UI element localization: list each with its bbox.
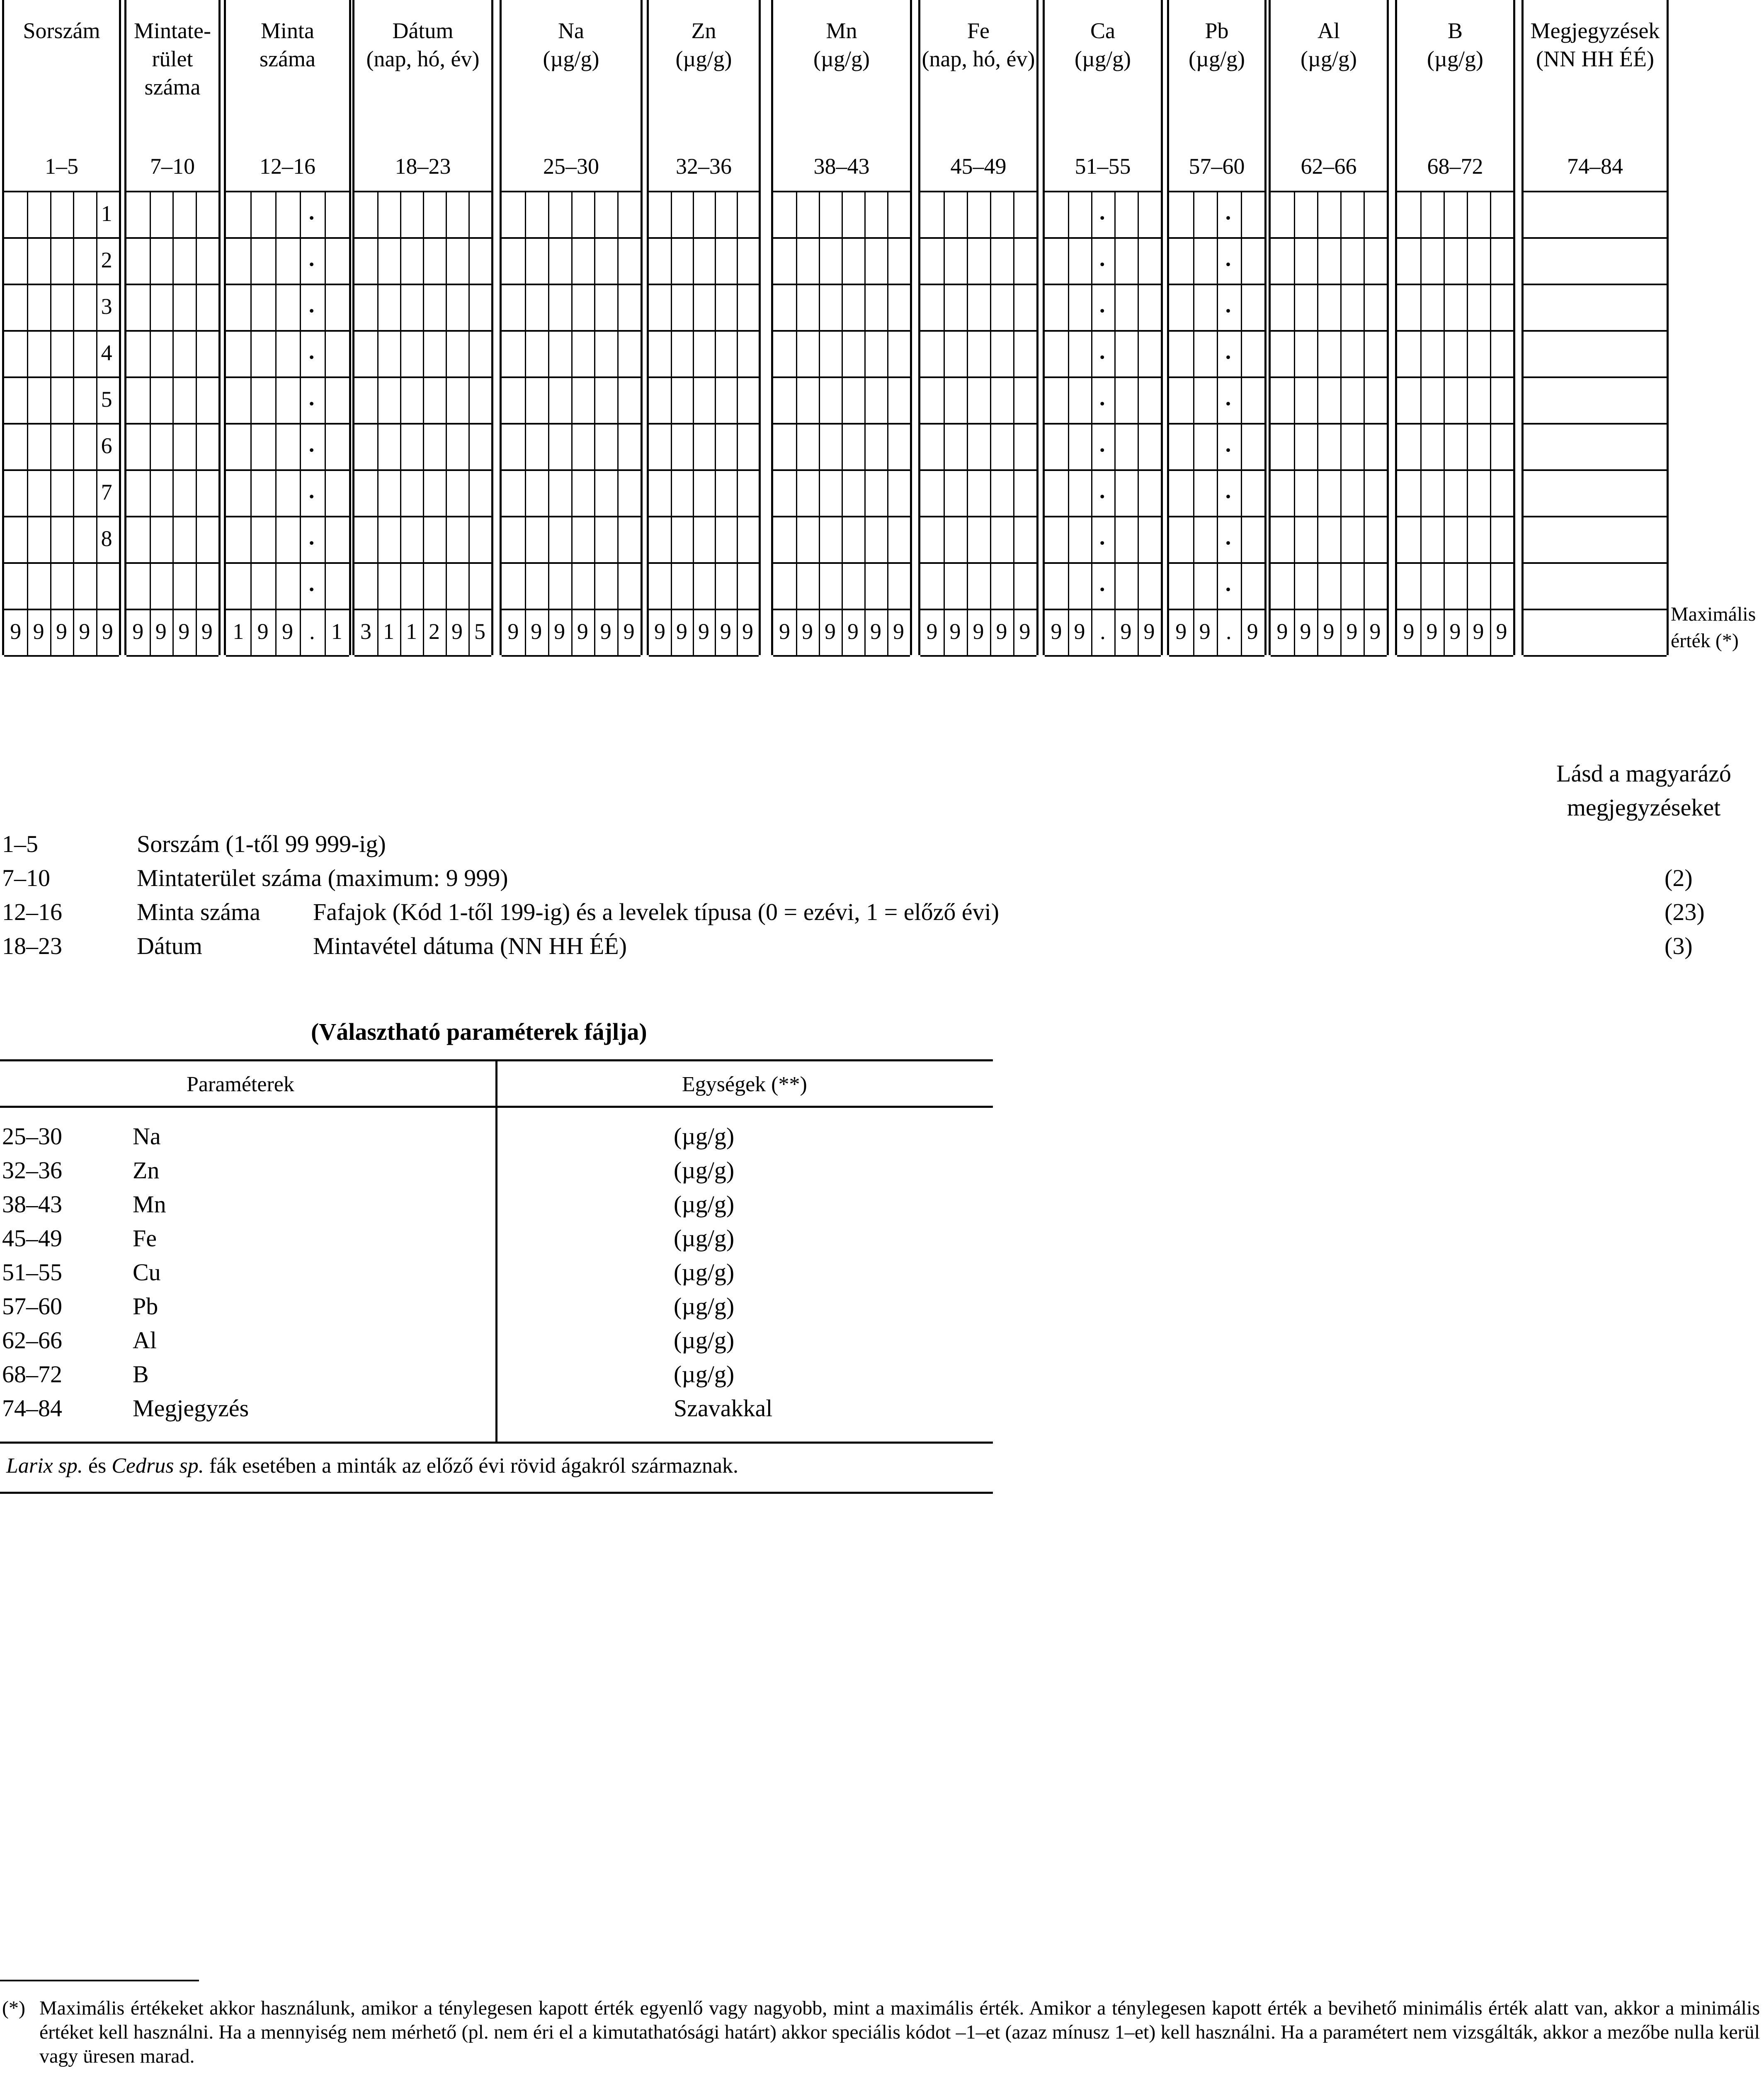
- param-unit: (µg/g): [674, 1327, 735, 1354]
- max-value-digit: 9: [1247, 619, 1258, 644]
- field-column: [1395, 0, 1515, 655]
- legend-name: Dátum: [137, 932, 202, 959]
- row-number: 6: [101, 433, 112, 458]
- max-value-digit: 9: [1051, 619, 1062, 644]
- param-unit: (µg/g): [674, 1157, 735, 1184]
- max-value-digit: 9: [281, 619, 293, 644]
- max-value-digit: 9: [676, 619, 687, 644]
- field-column: Pb (µg/g) 57–60 . . . . . . . . . 9 9 . 9: [1167, 0, 1267, 655]
- param-name: Megjegyzés: [133, 1395, 249, 1422]
- legend-name: Minta száma: [137, 898, 260, 925]
- max-value-digit: 9: [451, 619, 463, 644]
- param-range: 45–49: [2, 1225, 62, 1252]
- max-value-digit: 9: [623, 619, 635, 644]
- max-value-digit: 1: [331, 619, 342, 644]
- field-column: [352, 0, 493, 655]
- column-range: 45–49: [950, 154, 1007, 179]
- see-notes-label: Lásd a magyarázó megjegyzéseket: [1556, 760, 1731, 821]
- max-value-digit: 9: [56, 619, 67, 644]
- column-header: Na (µg/g): [543, 18, 599, 71]
- max-value-digit: 9: [1473, 619, 1484, 644]
- row-number: 5: [101, 387, 112, 412]
- param-range: 38–43: [2, 1191, 62, 1218]
- max-value-digit: 9: [257, 619, 269, 644]
- max-value-digit: 9: [893, 619, 904, 644]
- max-value-digit: 9: [1449, 619, 1461, 644]
- column-range: 68–72: [1427, 154, 1483, 179]
- max-value-digit: 9: [720, 619, 731, 644]
- max-value-digit: 9: [825, 619, 836, 644]
- row-number: 7: [101, 480, 112, 505]
- param-range: 68–72: [2, 1361, 62, 1388]
- max-value-digit: 9: [33, 619, 44, 644]
- param-name: Zn: [133, 1157, 160, 1184]
- column-range: 12–16: [260, 154, 315, 179]
- column-header: Megjegyzések (NN HH ÉÉ): [1530, 18, 1660, 71]
- param-range: 32–36: [2, 1157, 62, 1184]
- column-range: 38–43: [813, 154, 870, 179]
- max-value-digit: 9: [1496, 619, 1507, 644]
- max-value-digit: 9: [1143, 619, 1155, 644]
- max-value-digit: 9: [201, 619, 213, 644]
- legend-description: Fafajok (Kód 1-től 199-ig) és a levelek típusa (0 = ezévi, 1 = előző évi): [313, 898, 1000, 925]
- column-header: Al (µg/g): [1300, 18, 1357, 71]
- max-value-digit: 9: [10, 619, 22, 644]
- param-name: B: [133, 1361, 149, 1388]
- max-value-digit: 1: [233, 619, 244, 644]
- column-header: Sorszám: [23, 18, 100, 43]
- species-note: Larix sp. és Cedrus sp. fák esetében a minták az előző évi rövid ágakról származnak.: [6, 1454, 739, 1478]
- column-header: Ca (µg/g): [1074, 18, 1131, 71]
- max-value-label: Maximális érték (*): [1671, 603, 1756, 652]
- param-name: Fe: [133, 1225, 157, 1252]
- footnote-star-mark: (*): [2, 1997, 25, 2019]
- column-range: 25–30: [543, 154, 599, 179]
- max-value-digit: 9: [1346, 619, 1358, 644]
- footnote-star: Maximális értékeket akkor használunk, amikor a ténylegesen kapott érték egyenlő vagy nagyobb, mint a maximális érték. Amikor a ténylegesen kapott érték a bevihető minimális érték alatt van, akkor a minimális értéket kell használni. Ha a mennyiség nem mérhető (pl. nem éri el a kimutathatósági határt) akkor speciális kódot –1–et (azaz mínusz 1–et) kell használni. Ha a paramétert nem vizsgálták, akkor a mezőbe nulla kerül vagy üresen marad.: [39, 1997, 1760, 2067]
- max-value-digit: 9: [1199, 619, 1211, 644]
- max-value-digit: 9: [1120, 619, 1132, 644]
- legend-reference: (23): [1665, 898, 1705, 925]
- param-name: Al: [133, 1327, 157, 1354]
- field-column: [124, 0, 221, 655]
- max-value-digit: 9: [531, 619, 542, 644]
- param-unit: (µg/g): [674, 1225, 735, 1252]
- param-range: 57–60: [2, 1293, 62, 1320]
- max-value-digit: 9: [1323, 619, 1335, 644]
- max-value-digit: .: [309, 619, 315, 644]
- field-column: [1521, 0, 1669, 655]
- column-range: 32–36: [676, 154, 732, 179]
- max-value-digit: 9: [132, 619, 144, 644]
- max-value-digit: 2: [429, 619, 440, 644]
- max-value-digit: 9: [1369, 619, 1381, 644]
- field-column: Minta száma 12–16 . . . . . . . . . 1 9 9 . 1: [224, 0, 351, 655]
- max-value-digit: 9: [926, 619, 938, 644]
- data-entry-form-grid: [0, 0, 1764, 663]
- max-value-digit: 9: [654, 619, 665, 644]
- param-range: 62–66: [2, 1327, 62, 1354]
- max-value-digit: 9: [1074, 619, 1085, 644]
- max-value-digit: 9: [178, 619, 190, 644]
- field-column: [771, 0, 912, 655]
- max-value-digit: 9: [577, 619, 588, 644]
- max-value-digit: 9: [102, 619, 113, 644]
- legend-name: Sorszám (1-től 99 999-ig): [137, 830, 386, 857]
- field-column: [1269, 0, 1389, 655]
- legend-range: 18–23: [2, 932, 62, 959]
- legend-description: Mintavétel dátuma (NN HH ÉÉ): [313, 932, 627, 959]
- column-header: B (µg/g): [1427, 18, 1484, 71]
- legend-name: Mintaterület száma (maximum: 9 999): [137, 864, 508, 891]
- max-value-digit: 5: [474, 619, 485, 644]
- column-range: 7–10: [150, 154, 195, 179]
- column-range: 62–66: [1301, 154, 1357, 179]
- row-number: 4: [101, 340, 112, 365]
- max-value-digit: 9: [973, 619, 984, 644]
- param-unit: (µg/g): [674, 1123, 735, 1150]
- max-value-digit: 9: [1276, 619, 1288, 644]
- param-name: Pb: [133, 1293, 158, 1320]
- param-unit: (µg/g): [674, 1361, 735, 1388]
- legend-range: 12–16: [2, 898, 62, 925]
- column-range: 74–84: [1567, 154, 1623, 179]
- max-value-digit: 9: [996, 619, 1007, 644]
- optional-params-title: (Választható paraméterek fájlja): [311, 1018, 647, 1045]
- max-value-digit: 9: [79, 619, 90, 644]
- legend-reference: (3): [1665, 932, 1693, 959]
- max-value-digit: 1: [406, 619, 417, 644]
- param-name: Mn: [133, 1191, 166, 1218]
- field-column: Ca (µg/g) 51–55 . . . . . . . . . 9 9 . 9 9: [1043, 0, 1163, 655]
- param-name: Na: [133, 1123, 161, 1150]
- units-column-header: Egységek (**): [682, 1073, 807, 1096]
- column-range: 57–60: [1189, 154, 1245, 179]
- column-header: Pb (µg/g): [1188, 18, 1245, 71]
- max-value-digit: 9: [742, 619, 753, 644]
- params-column-header: Paraméterek: [187, 1073, 294, 1096]
- column-range: 18–23: [395, 154, 451, 179]
- column-header: Zn (µg/g): [675, 18, 732, 71]
- param-range: 74–84: [2, 1395, 62, 1422]
- max-value-digit: 9: [779, 619, 790, 644]
- max-value-digit: 9: [1403, 619, 1415, 644]
- param-range: 25–30: [2, 1123, 62, 1150]
- max-value-digit: 9: [1175, 619, 1187, 644]
- max-value-digit: 9: [554, 619, 565, 644]
- field-column: [2, 0, 121, 655]
- column-range: 51–55: [1075, 154, 1131, 179]
- param-unit: Szavakkal: [674, 1395, 773, 1422]
- column-header: Dátum (nap, hó, év): [366, 18, 480, 71]
- max-value-digit: 9: [1300, 619, 1311, 644]
- legend-range: 7–10: [2, 864, 50, 891]
- max-value-digit: 9: [949, 619, 961, 644]
- column-header: Fe (nap, hó, év): [922, 18, 1035, 71]
- row-number: 8: [101, 526, 112, 551]
- legend-range: 1–5: [2, 830, 38, 857]
- row-number: 3: [101, 294, 112, 319]
- param-unit: (µg/g): [674, 1259, 735, 1286]
- param-unit: (µg/g): [674, 1293, 735, 1320]
- max-value-digit: .: [1100, 619, 1106, 644]
- column-header: Mn (µg/g): [813, 18, 870, 71]
- column-header: Minta száma: [260, 18, 315, 71]
- max-value-digit: 9: [155, 619, 167, 644]
- max-value-digit: 9: [802, 619, 813, 644]
- max-value-digit: 9: [847, 619, 859, 644]
- max-value-digit: 9: [1426, 619, 1438, 644]
- legend-reference: (2): [1665, 864, 1693, 891]
- max-value-digit: 1: [383, 619, 394, 644]
- max-value-digit: 9: [507, 619, 519, 644]
- column-header: Mintate- rület száma: [134, 18, 211, 100]
- max-value-digit: 9: [600, 619, 611, 644]
- field-column: [918, 0, 1039, 655]
- row-number: 2: [101, 248, 112, 272]
- max-value-digit: 9: [870, 619, 881, 644]
- max-value-digit: 9: [698, 619, 709, 644]
- max-value-digit: 9: [1019, 619, 1031, 644]
- max-value-digit: .: [1226, 619, 1232, 644]
- row-number: 1: [101, 201, 112, 226]
- column-range: 1–5: [45, 154, 78, 179]
- param-unit: (µg/g): [674, 1191, 735, 1218]
- param-name: Cu: [133, 1259, 161, 1286]
- max-value-digit: 3: [360, 619, 371, 644]
- field-column: [500, 0, 643, 655]
- field-column: [647, 0, 761, 655]
- param-range: 51–55: [2, 1259, 62, 1286]
